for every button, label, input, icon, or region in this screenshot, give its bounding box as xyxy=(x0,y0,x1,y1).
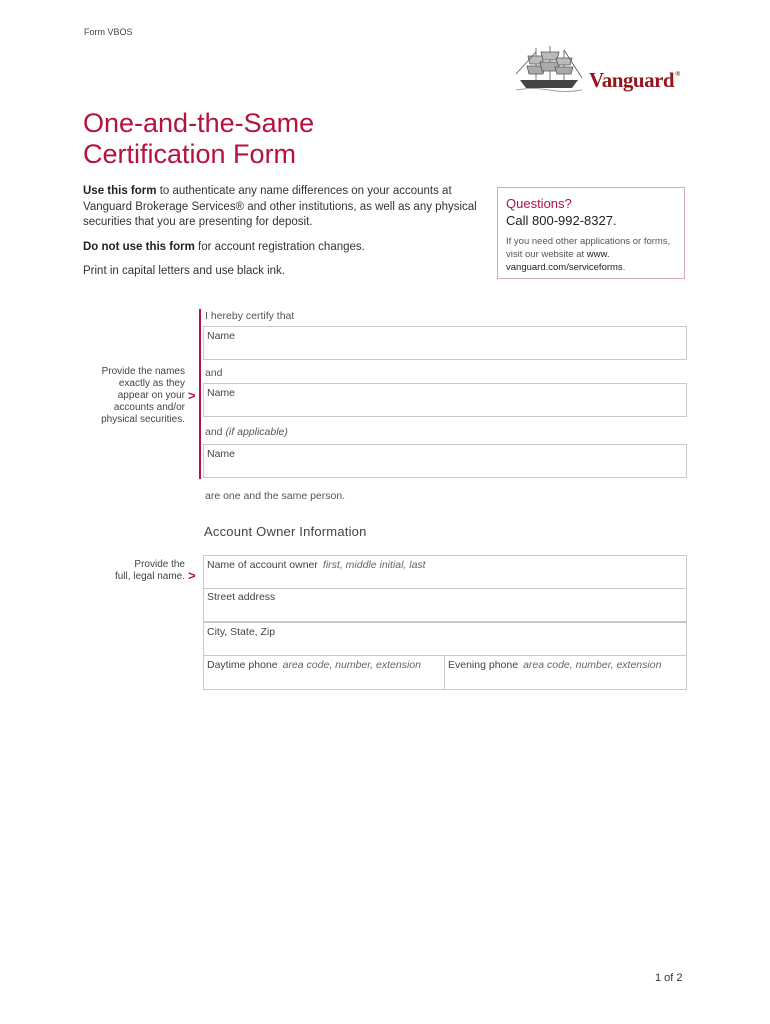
page-number: 1 of 2 xyxy=(655,972,683,984)
vanguard-logo xyxy=(514,44,694,100)
name-field-2[interactable] xyxy=(203,383,687,417)
city-state-zip-label: City, State, Zip xyxy=(207,626,276,638)
questions-heading: Questions? xyxy=(506,196,572,211)
names-instruction-line: physical securities. xyxy=(101,414,185,425)
names-instruction-line: exactly as they xyxy=(118,378,185,389)
form-id: Form VBOS xyxy=(84,27,133,37)
owner-name-label-text: Name of account owner xyxy=(207,559,318,571)
website-link[interactable]: www. vanguard.com/serviceforms xyxy=(506,249,623,273)
questions-box xyxy=(497,187,685,279)
instruction-use-text: to authenticate any name differences on your accounts at Vanguard Brokerage Services® and other institutions, as well as any physical securities that you are presenting for deposit. xyxy=(83,185,477,228)
phone-divider xyxy=(444,656,445,689)
registered-mark: ® xyxy=(675,70,680,78)
and-label: and xyxy=(205,367,223,379)
section-title-account-owner: Account Owner Information xyxy=(204,524,367,539)
street-address-label: Street address xyxy=(207,591,276,603)
arrow-icon: > xyxy=(188,568,196,583)
evening-phone-hint: area code, number, extension xyxy=(523,659,662,671)
legal-name-instruction-line: Provide the xyxy=(134,559,185,570)
certify-divider xyxy=(199,309,201,479)
and-if-applicable-label xyxy=(205,426,288,438)
street-address-field[interactable] xyxy=(203,588,687,622)
ship-icon xyxy=(514,44,584,94)
title-line-1: One-and-the-Same xyxy=(83,108,315,138)
questions-help xyxy=(506,235,676,274)
help-text: If you need other applications or forms, visit our website at xyxy=(506,236,671,260)
if-applicable-hint: (if applicable) xyxy=(225,426,288,438)
evening-phone-field[interactable] xyxy=(448,659,661,671)
instruction-do-not-bold: Do not use this form xyxy=(83,240,195,253)
instruction-do-not-text: for account registration changes. xyxy=(194,240,365,253)
names-instruction-line: accounts and/or xyxy=(113,402,185,413)
owner-name-field[interactable] xyxy=(203,555,687,589)
instruction-print: Print in capital letters and use black ink. xyxy=(83,265,285,277)
certify-closing: are one and the same person. xyxy=(205,490,346,502)
help-text-end: . xyxy=(622,262,626,273)
and-prefix: and xyxy=(205,426,226,438)
owner-name-hint: first, middle initial, last xyxy=(322,559,426,571)
name-field-1[interactable] xyxy=(203,326,687,360)
instruction-use xyxy=(83,184,483,231)
instructions xyxy=(83,184,483,289)
title-line-2: Certification Form xyxy=(83,139,297,169)
legal-name-instruction-line: full, legal name. xyxy=(114,571,185,582)
names-instruction xyxy=(65,366,185,426)
instruction-use-bold: Use this form xyxy=(83,185,157,197)
names-instruction-line: appear on your xyxy=(117,390,185,401)
name-field-2-label: Name xyxy=(207,387,236,399)
certify-intro: I hereby certify that xyxy=(205,310,295,322)
city-state-zip-field[interactable] xyxy=(203,622,687,656)
daytime-phone-hint: area code, number, extension xyxy=(282,659,421,671)
owner-name-label xyxy=(207,559,426,571)
legal-name-instruction xyxy=(65,559,185,583)
instruction-do-not xyxy=(83,240,483,256)
name-field-1-label: Name xyxy=(207,330,236,342)
evening-phone-label: Evening phone xyxy=(448,659,519,671)
questions-phone: Call 800-992-8327. xyxy=(506,213,617,228)
phone-row xyxy=(203,656,687,690)
name-field-3-label: Name xyxy=(207,448,236,460)
daytime-phone-label: Daytime phone xyxy=(207,659,278,671)
arrow-icon: > xyxy=(188,388,196,403)
page-title xyxy=(83,108,314,170)
logo-wordmark: Vanguard xyxy=(589,68,675,92)
names-instruction-line: Provide the names xyxy=(101,366,185,377)
name-field-3[interactable] xyxy=(203,444,687,478)
daytime-phone-field[interactable] xyxy=(207,659,421,671)
